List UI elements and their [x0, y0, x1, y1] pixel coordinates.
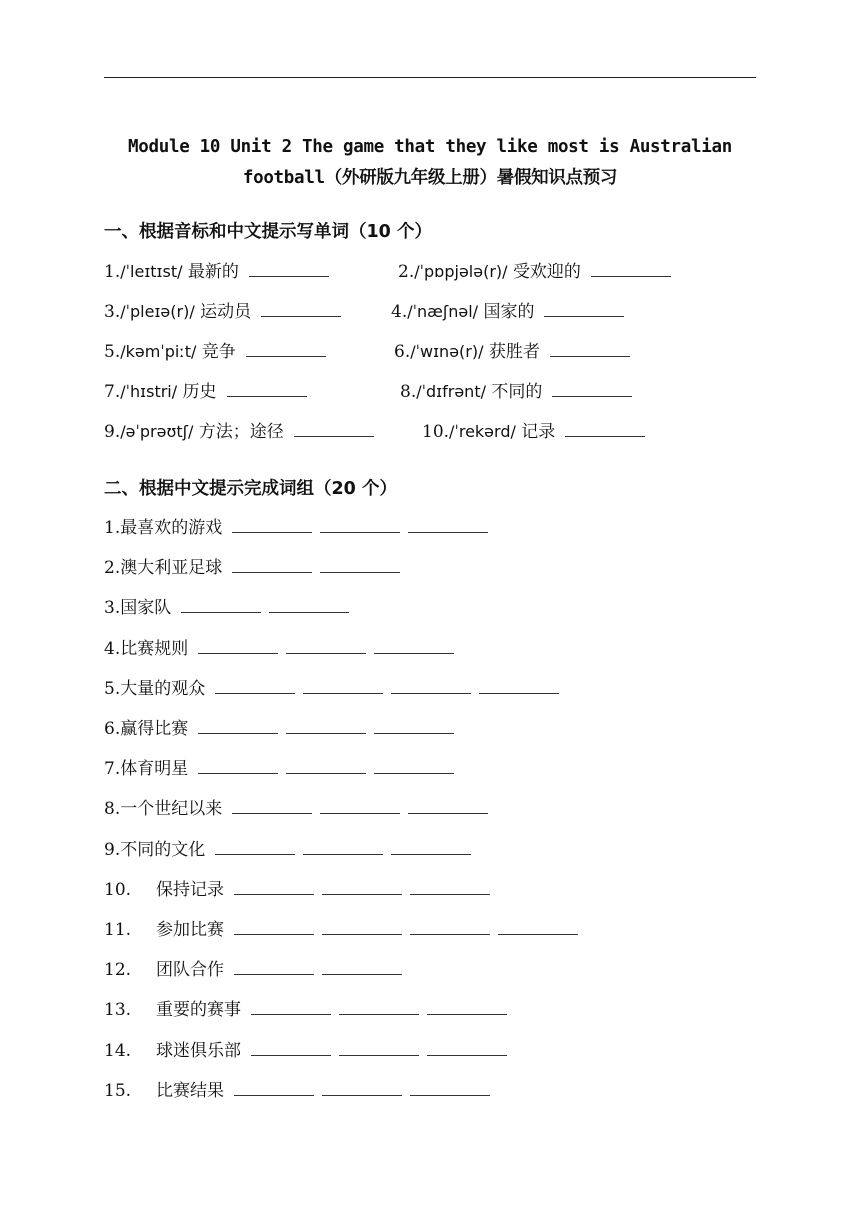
answer-blank[interactable] — [552, 379, 632, 397]
answer-blank[interactable] — [303, 837, 383, 855]
answer-blank[interactable] — [251, 997, 331, 1015]
answer-blank[interactable] — [286, 636, 366, 654]
answer-blank[interactable] — [498, 917, 578, 935]
answer-blank[interactable] — [408, 515, 488, 533]
answer-blank[interactable] — [339, 1038, 419, 1056]
answer-blank[interactable] — [479, 676, 559, 694]
phrase-item — [104, 796, 488, 820]
phrase-item — [104, 837, 471, 861]
answer-blank[interactable] — [550, 339, 630, 357]
phrase-item — [104, 997, 507, 1021]
phrase-number: 13. — [104, 1000, 132, 1021]
phrase-number: 4. — [104, 638, 121, 659]
phrase-number: 5. — [104, 678, 121, 699]
vocab-item-2: 2./ˈpɒpjələ(r)/ 受欢迎的 — [398, 259, 671, 284]
answer-blank[interactable] — [234, 957, 314, 975]
phrase-item — [104, 877, 490, 901]
answer-blank[interactable] — [320, 555, 400, 573]
phrase-item — [104, 555, 400, 579]
phrase-item — [104, 636, 454, 660]
answer-blank[interactable] — [198, 636, 278, 654]
answer-blank[interactable] — [286, 756, 366, 774]
title-line-1: Module 10 Unit 2 The game that they like most is Australian — [128, 137, 732, 157]
answer-blank[interactable] — [410, 877, 490, 895]
answer-blank[interactable] — [286, 716, 366, 734]
vocab-item-9: 9./əˈprəʊtʃ/ 方法；途径 — [104, 419, 374, 444]
answer-blank[interactable] — [320, 515, 400, 533]
phrase-chinese: 一个世纪以来 — [120, 799, 223, 820]
answer-blank[interactable] — [198, 756, 278, 774]
answer-blank[interactable] — [544, 299, 624, 317]
answer-blank[interactable] — [232, 796, 312, 814]
phrase-number: 8. — [104, 799, 121, 820]
answer-blank[interactable] — [198, 716, 278, 734]
phrase-number: 2. — [104, 558, 121, 579]
phrase-chinese: 体育明星 — [120, 759, 189, 780]
phrase-item — [104, 676, 559, 700]
answer-blank[interactable] — [234, 1078, 314, 1096]
answer-blank[interactable] — [374, 756, 454, 774]
answer-blank[interactable] — [427, 997, 507, 1015]
answer-blank[interactable] — [565, 419, 645, 437]
vocab-item-1: 1./ˈleɪtɪst/ 最新的 — [104, 259, 329, 284]
phrase-chinese: 重要的赛事 — [156, 1000, 241, 1021]
phrase-chinese: 参加比赛 — [156, 920, 224, 940]
answer-blank[interactable] — [246, 339, 326, 357]
phrase-chinese: 比赛结果 — [156, 1080, 224, 1101]
phrase-chinese: 保持记录 — [156, 879, 224, 900]
vocab-item-6: 6./ˈwɪnə(r)/ 获胜者 — [394, 339, 630, 364]
phrase-chinese: 赢得比赛 — [120, 719, 189, 739]
section1-heading: 一、根据音标和中文提示写单词（10 个） — [104, 222, 432, 242]
phrase-number: 1. — [104, 518, 121, 538]
answer-blank[interactable] — [249, 259, 329, 277]
phrase-item — [104, 756, 454, 780]
answer-blank[interactable] — [374, 716, 454, 734]
vocab-item-4: 4./ˈnæʃnəl/ 国家的 — [391, 299, 624, 324]
answer-blank[interactable] — [322, 1078, 402, 1096]
phrase-item — [104, 957, 402, 981]
answer-blank[interactable] — [410, 917, 490, 935]
vocab-item-10: 10./ˈrekərd/ 记录 — [422, 419, 645, 444]
answer-blank[interactable] — [294, 419, 374, 437]
phrase-number: 11. — [104, 920, 132, 940]
vocab-item-3: 3./ˈpleɪə(r)/ 运动员 — [104, 299, 341, 324]
phrase-item — [104, 1038, 507, 1062]
phrase-number: 15. — [104, 1080, 132, 1101]
answer-blank[interactable] — [410, 1078, 490, 1096]
phrase-number: 9. — [104, 839, 121, 860]
answer-blank[interactable] — [320, 796, 400, 814]
phrase-number: 7. — [104, 759, 121, 780]
phrase-number: 10. — [104, 879, 132, 900]
phrase-chinese: 团队合作 — [156, 960, 224, 981]
answer-blank[interactable] — [391, 676, 471, 694]
page-title — [104, 132, 756, 194]
phrase-chinese: 大量的观众 — [120, 678, 206, 699]
phrase-item — [104, 716, 454, 740]
answer-blank[interactable] — [232, 555, 312, 573]
answer-blank[interactable] — [427, 1038, 507, 1056]
answer-blank[interactable] — [227, 379, 307, 397]
section2-heading: 二、根据中文提示完成词组（20 个） — [104, 479, 397, 499]
vocab-item-7: 7./ˈhɪstri/ 历史 — [104, 379, 307, 404]
answer-blank[interactable] — [234, 917, 314, 935]
header-rule — [104, 77, 756, 78]
answer-blank[interactable] — [261, 299, 341, 317]
phrase-chinese: 最喜欢的游戏 — [120, 518, 223, 538]
phrase-item — [104, 1078, 490, 1102]
answer-blank[interactable] — [339, 997, 419, 1015]
answer-blank[interactable] — [215, 676, 295, 694]
vocab-item-5: 5./kəmˈpiːt/ 竞争 — [104, 339, 326, 364]
answer-blank[interactable] — [251, 1038, 331, 1056]
phrase-number: 14. — [104, 1040, 132, 1061]
answer-blank[interactable] — [591, 259, 671, 277]
answer-blank[interactable] — [232, 515, 312, 533]
phrase-item — [104, 515, 488, 539]
answer-blank[interactable] — [322, 917, 402, 935]
phrase-item — [104, 917, 578, 941]
title-line-2: football（外研版九年级上册）暑假知识点预习 — [242, 168, 618, 188]
answer-blank[interactable] — [408, 796, 488, 814]
answer-blank[interactable] — [234, 877, 314, 895]
phrase-chinese: 国家队 — [120, 598, 172, 619]
phrase-chinese: 比赛规则 — [120, 638, 189, 659]
vocab-item-8: 8./ˈdɪfrənt/ 不同的 — [400, 379, 632, 404]
phrase-number: 3. — [104, 598, 121, 619]
answer-blank[interactable] — [322, 957, 402, 975]
answer-blank[interactable] — [269, 595, 349, 613]
phrase-number: 12. — [104, 960, 132, 981]
answer-blank[interactable] — [303, 676, 383, 694]
phrase-item — [104, 595, 349, 619]
answer-blank[interactable] — [322, 877, 402, 895]
phrase-chinese: 不同的文化 — [120, 839, 206, 860]
phrase-chinese: 澳大利亚足球 — [120, 558, 223, 579]
answer-blank[interactable] — [391, 837, 471, 855]
answer-blank[interactable] — [374, 636, 454, 654]
answer-blank[interactable] — [181, 595, 261, 613]
answer-blank[interactable] — [215, 837, 295, 855]
phrase-number: 6. — [104, 719, 121, 739]
phrase-chinese: 球迷俱乐部 — [156, 1040, 241, 1061]
